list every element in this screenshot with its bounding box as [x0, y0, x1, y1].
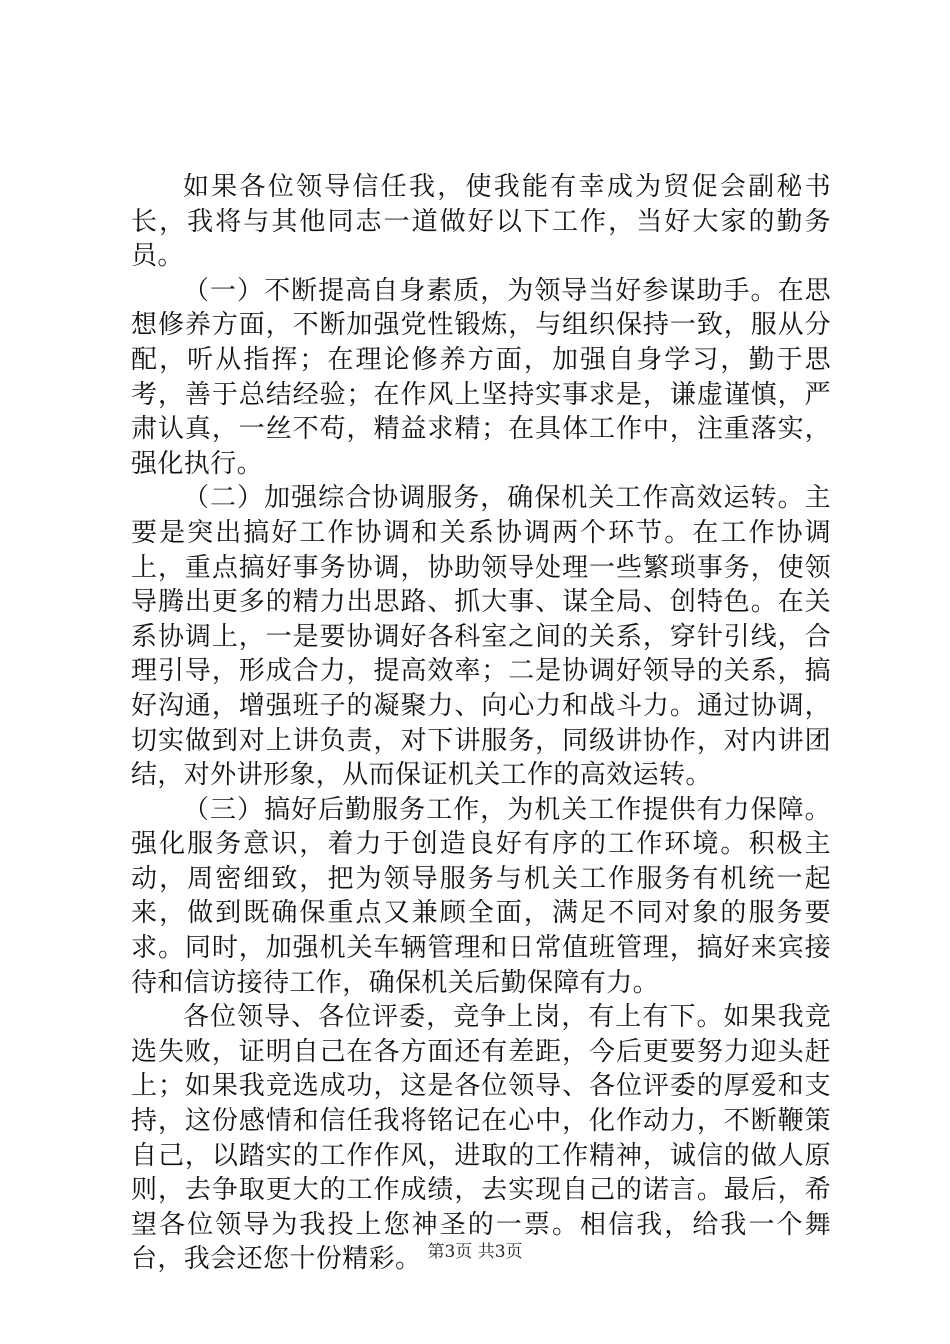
- paragraph-4: （三）搞好后勤服务工作，为机关工作提供有力保障。强化服务意识，着力于创造良好有序的工作环境。积极主动，周密细致，把为领导服务与机关工作服务有机统一起来，做到既确保重点又兼顾全面，满足不同对象的服务要求。同时，加强机关车辆管理和日常值班管理，搞好来宾接待和信访接待工作，确保机关后勤保障有力。: [131, 794, 831, 998]
- paragraph-2: （一）不断提高自身素质，为领导当好参谋助手。在思想修养方面，不断加强党性锻炼，与组织保持一致，服从分配，听从指挥；在理论修养方面，加强自身学习，勤于思考，善于总结经验；在作风上坚持实事求是，谦虚谨慎，严肃认真，一丝不苟，精益求精；在具体工作中，注重落实，强化执行。: [131, 275, 831, 479]
- paragraph-3: （二）加强综合协调服务，确保机关工作高效运转。主要是突出搞好工作协调和关系协调两个环节。在工作协调上，重点搞好事务协调，协助领导处理一些繁琐事务，使领导腾出更多的精力出思路、抓大事、谋全局、创特色。在关系协调上，一是要协调好各科室之间的关系，穿针引线，合理引导，形成合力，提高效率；二是协调好领导的关系，搞好沟通，增强班子的凝聚力、向心力和战斗力。通过协调，切实做到对上讲负责，对下讲服务，同级讲协作，对内讲团结，对外讲形象，从而保证机关工作的高效运转。: [131, 483, 831, 791]
- paragraph-5: 各位领导、各位评委，竞争上岗，有上有下。如果我竞选失败，证明自己在各方面还有差距，今后更要努力迎头赶上；如果我竞选成功，这是各位领导、各位评委的厚爱和支持，这份感情和信任我将铭记在心中，化作动力，不断鞭策自己，以踏实的工作作风，进取的工作精神，诚信的做人原则，去争取更大的工作成绩，去实现自己的诺言。最后，希望各位领导为我投上您神圣的一票。相信我，给我一个舞台，我会还您十份精彩。: [131, 1002, 831, 1275]
- paragraph-1: 如果各位领导信任我，使我能有幸成为贸促会副秘书长，我将与其他同志一道做好以下工作，当好大家的勤务员。: [131, 172, 831, 272]
- page-footer: 第3页 共3页: [427, 1242, 523, 1262]
- body-text: [131, 170, 831, 1277]
